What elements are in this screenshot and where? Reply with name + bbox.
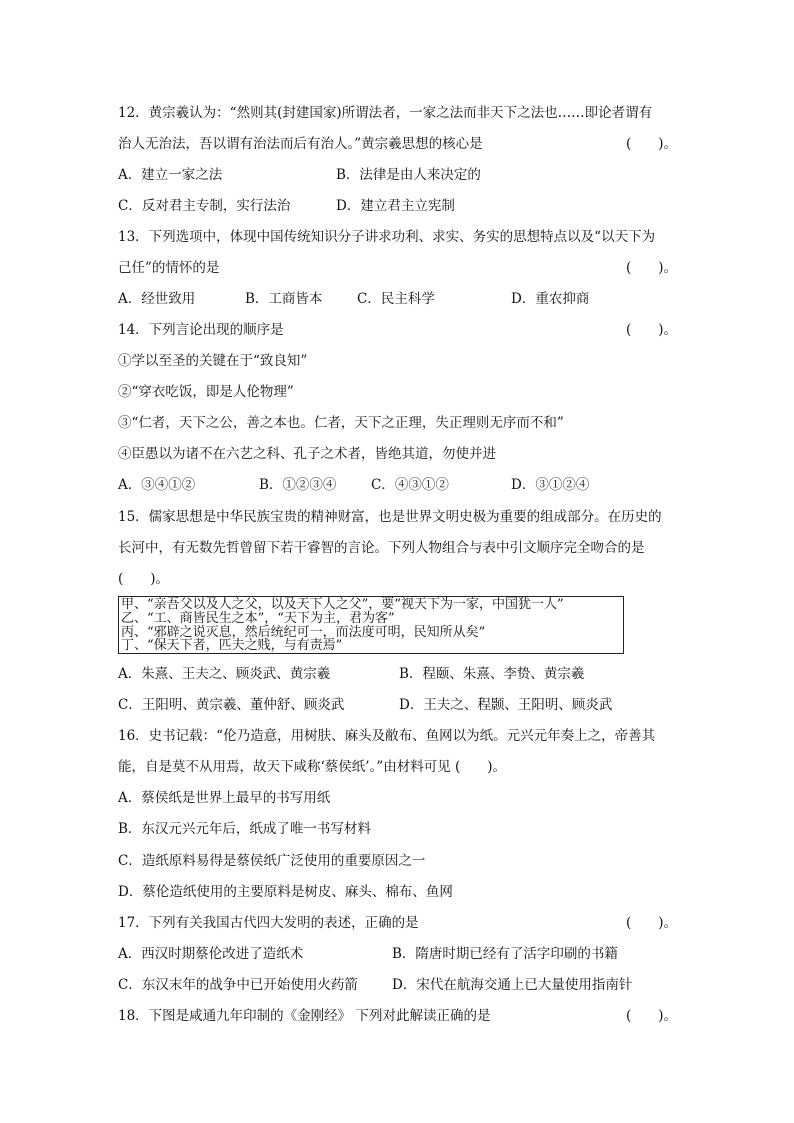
q14-item-1: ①学以至圣的关键在于“致良知” (118, 353, 308, 369)
q15-quote-table (118, 596, 624, 654)
q17-answer-paren: ( )。 (626, 915, 678, 931)
q15-quote-jia: 甲、“亲吾父以及人之父，以及天下人之父”，要“视天下为一家，中国犹一人” (121, 597, 564, 612)
q14-item-4: ④臣愚以为诸不在六艺之科、孔子之术者，皆绝其道，勿使并进 (118, 446, 496, 462)
q13-answer-paren: ( )。 (626, 260, 678, 276)
q12-option-c: C．反对君主专制，实行法治 (118, 198, 291, 214)
q16-stem-line-2: 能，自是莫不从用焉，故天下咸称‘蔡侯纸’。”由材料可见 ( )。 (118, 759, 507, 775)
q12-stem-line-2: 治人无治法，吾以谓有治法而后有治人。”黄宗羲思想的核心是 (118, 136, 483, 152)
q15-stem-line-3: ( )。 (118, 571, 170, 587)
q16-option-c: C．造纸原料易得是蔡侯纸广泛使用的重要原因之一 (118, 853, 426, 869)
q12-answer-paren: ( )。 (626, 136, 678, 152)
q12-option-a: A．建立一家之法 (118, 167, 223, 183)
q18-stem: 18．下图是咸通九年印制的《金刚经》 下列对此解读正确的是 (118, 1008, 491, 1024)
q17-option-b: B．隋唐时期已经有了活字印刷的书籍 (392, 946, 618, 962)
q18-answer-paren: ( )。 (626, 1008, 678, 1024)
q12-option-b: B．法律是由人来决定的 (336, 167, 481, 183)
q15-quote-yi: 乙、“工、商皆民生之本”，“天下为主，君为客” (121, 611, 395, 626)
q12-stem-line-1: 12．黄宗羲认为：“然则其(封建国家)所谓法者，一家之法而非天下之法也……即论者谓有 (118, 105, 653, 121)
q14-option-c: C．④③①② (371, 477, 449, 493)
q14-option-a: A．③④①② (118, 477, 196, 493)
q13-option-d: D．重农抑商 (511, 291, 590, 307)
q12-option-d: D．建立君主立宪制 (336, 198, 455, 214)
q13-stem-line-1: 13．下列选项中，体现中国传统知识分子讲求功利、求实、务实的思想特点以及“以天下为 (118, 229, 656, 245)
q17-option-c: C．东汉末年的战争中已开始使用火药箭 (118, 977, 358, 993)
q16-option-b: B．东汉元兴元年后，纸成了唯一书写材料 (118, 821, 371, 837)
q14-option-d: D．③①②④ (511, 477, 590, 493)
q14-answer-paren: ( )。 (626, 322, 678, 338)
q14-item-3: ③“仁者，天下之公，善之本也。仁者，天下之正理，失正理则无序而不和” (118, 415, 564, 431)
q14-item-2: ②“穿衣吃饭，即是人伦物理” (118, 384, 294, 400)
q15-quote-bing: 丙、“邪辟之说灭息，然后统纪可一，而法度可明，民知所从矣” (121, 625, 486, 640)
q13-option-b: B．工商皆本 (245, 291, 323, 307)
q16-stem-line-1: 16．史书记载：“伦乃造意，用树肤、麻头及敝布、鱼网以为纸。元兴元年奏上之，帝善其 (118, 728, 656, 744)
q13-stem-line-2: 己任”的情怀的是 (118, 260, 220, 276)
q17-option-a: A．西汉时期蔡伦改进了造纸术 (118, 946, 304, 962)
q16-option-a: A．蔡侯纸是世界上最早的书写用纸 (118, 790, 331, 806)
q16-option-d: D．蔡伦造纸使用的主要原料是树皮、麻头、棉布、鱼网 (118, 884, 453, 900)
q15-option-c: C．王阳明、黄宗羲、董仲舒、顾炎武 (118, 697, 345, 713)
q14-option-b: B．①②③④ (259, 477, 337, 493)
q17-stem: 17．下列有关我国古代四大发明的表述，正确的是 (118, 915, 419, 931)
q15-quote-ding: 丁、“保天下者，匹夫之贱，与有责焉” (121, 638, 343, 653)
q13-option-c: C．民主科学 (357, 291, 435, 307)
q15-option-b: B．程颐、朱熹、李贽、黄宗羲 (399, 666, 585, 682)
q15-stem-line-1: 15．儒家思想是中华民族宝贵的精神财富，也是世界文明史极为重要的组成部分。在历史的 (118, 509, 662, 525)
q15-option-a: A．朱熹、王夫之、顾炎武、黄宗羲 (118, 666, 331, 682)
q13-option-a: A．经世致用 (118, 291, 196, 307)
q17-option-d: D．宋代在航海交通上已大量使用指南针 (392, 977, 633, 993)
q15-stem-line-2: 长河中，有无数先哲曾留下若干睿智的言论。下列人物组合与表中引文顺序完全吻合的是 (118, 540, 645, 556)
q14-stem: 14．下列言论出现的顺序是 (118, 322, 284, 338)
q15-option-d: D．王夫之、程颢、王阳明、顾炎武 (399, 697, 613, 713)
